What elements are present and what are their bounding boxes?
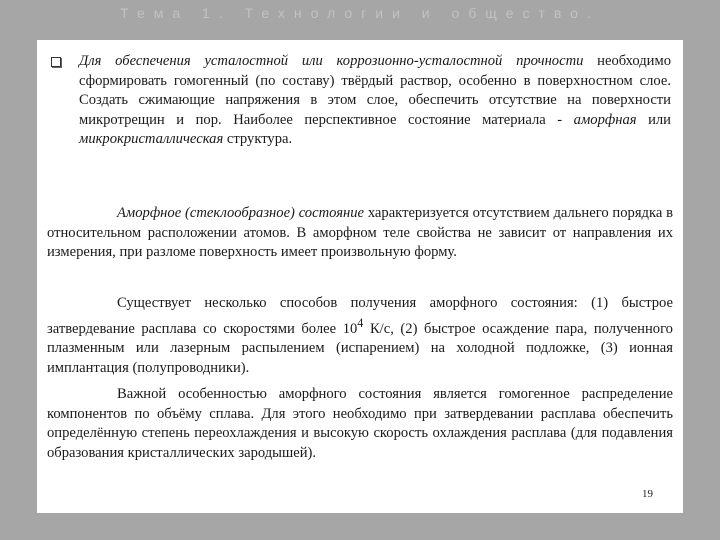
bullet-text-b: или bbox=[636, 111, 671, 128]
paragraph-amorphous-term: Аморфное (стеклообразное) состояние bbox=[117, 205, 365, 221]
paragraph-homogeneous-distribution: Важной особенностью аморфного состояния является гомогенное распределение компонентов по объёму сплава. Для этого необходимо при затвердевании расплава обеспечить определённую степень переохлаждения и высокую скорость охлаждения расплава (для подавления образования кристаллических зародышей). bbox=[47, 386, 673, 461]
paragraph-amorphous-state bbox=[47, 204, 673, 263]
bullet-text-a: необходимо сформировать гомогенный (по составу) твёрдый раствор, особенно в поверхностном слое. Создать сжимающие напряжения в этом слое, обеспечить отсутствие на поверхности микротрещин и пор. Наиболее перспективное состояние материала - bbox=[79, 53, 671, 128]
bullet-text-em-amorphous: аморфная bbox=[573, 111, 637, 128]
slide-title: Тема 1. Технологии и общество. bbox=[120, 5, 600, 21]
slide-content bbox=[37, 40, 683, 513]
paragraph-amorphous-text: характеризуется отсутствием дальнего порядка в относительном расположении атомов. В аморфном теле свойства не зависит от направления их измерения, при разломе поверхность имеет произвольную форму. bbox=[47, 205, 673, 261]
square-bullet-icon bbox=[51, 57, 61, 67]
page-number: 19 bbox=[642, 488, 653, 501]
paragraph-methods-text-b: К/с, (2) быстрое осаждение пара, полученного плазменным или лазерным распылением (испарением) на холодной подложке, (3) ионная имплантация (полупроводники). bbox=[47, 320, 673, 376]
paragraph-methods bbox=[47, 294, 673, 378]
bullet-text-italic: Для обеспечения усталостной или коррозионно-усталостной прочности bbox=[79, 53, 584, 69]
paragraph-methods-text-a: Существует несколько способов получения аморфного состояния: (1) быстрое затвердевание расплава со скоростями более 10 bbox=[47, 295, 673, 337]
bullet-text-c: структура. bbox=[223, 131, 293, 148]
bullet-paragraph bbox=[79, 52, 671, 150]
paragraph-methods-exponent: 4 bbox=[357, 315, 364, 330]
bullet-text-em-microcrystalline: микрокристаллическая bbox=[79, 131, 224, 148]
